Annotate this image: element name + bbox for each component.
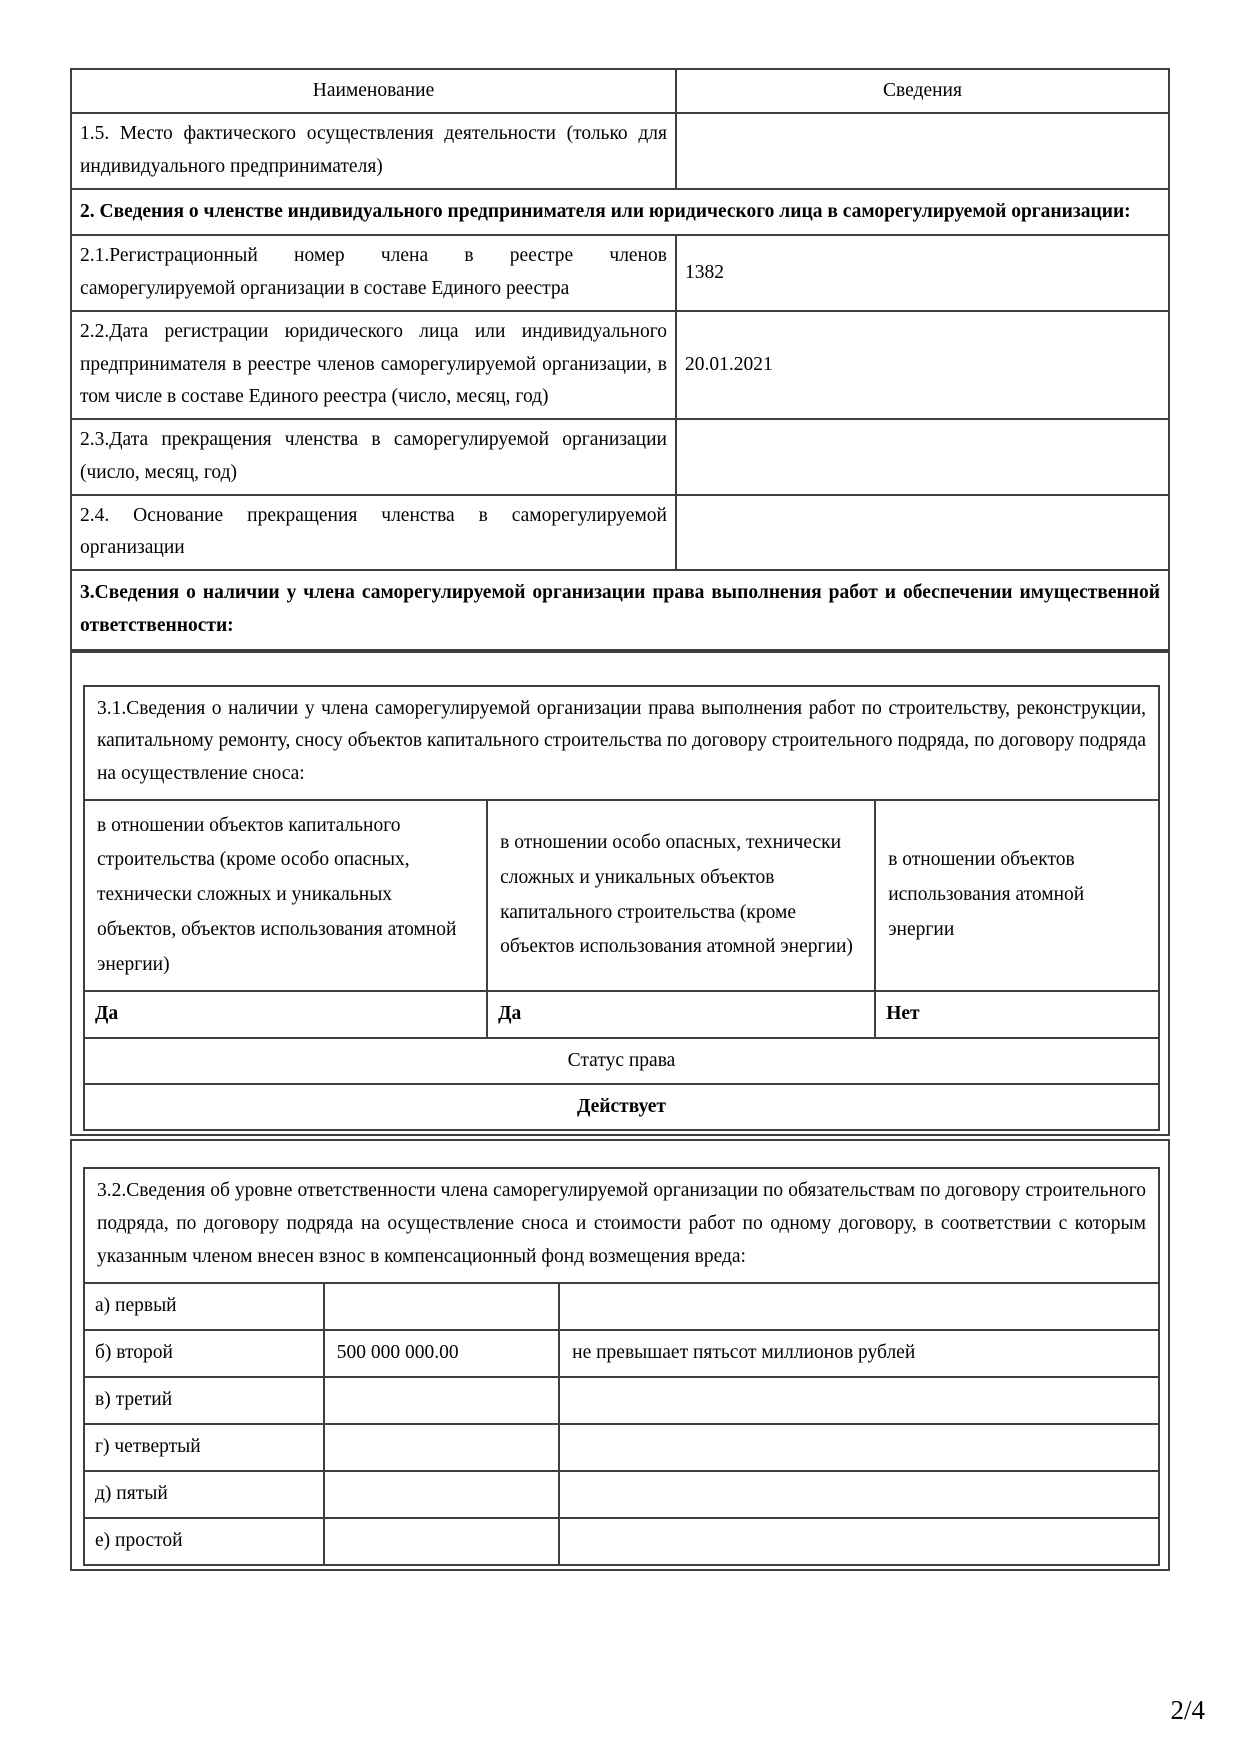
status-value: Действует [84, 1084, 1159, 1130]
answer-nuclear-objects: Нет [875, 991, 1159, 1038]
table-row-2-1 [71, 235, 1169, 311]
level-name-cell: в) третий [84, 1377, 324, 1424]
level-name-cell: а) первый [84, 1283, 324, 1330]
section-3-title: 3.Сведения о наличии у члена саморегулируемой организации права выполнения работ и обеспечении имущественной ответственности: [71, 570, 1169, 650]
section-3-1-intro: 3.1.Сведения о наличии у члена саморегулируемой организации права выполнения работ по строительству, реконструкции, капитальному ремонту, сносу объектов капитального строительства по договору строительного подряда, по договору подряда на осуществление сноса: [84, 686, 1159, 800]
scope-answers-row [84, 991, 1159, 1038]
level-amount-cell [324, 1471, 559, 1518]
page-number: 2/4 [1170, 1695, 1205, 1725]
section-2-title: 2. Сведения о членстве индивидуального предпринимателя или юридического лица в саморегулируемой организации: [71, 189, 1169, 236]
responsibility-level-row [84, 1377, 1159, 1424]
level-description-cell [559, 1283, 1159, 1330]
table-row-1-5 [71, 113, 1169, 189]
table-row-2-4 [71, 495, 1169, 571]
section-3-header-row [71, 570, 1169, 650]
status-label-row [84, 1038, 1159, 1084]
level-name-cell: е) простой [84, 1518, 324, 1565]
responsibility-level-row [84, 1330, 1159, 1377]
registry-main-table [70, 68, 1170, 651]
section-3-1-table [83, 685, 1160, 1132]
scope-column-hazardous-objects: в отношении особо опасных, технически сложных и уникальных объектов капитального строительства (кроме объектов использования атомной энергии) [487, 800, 875, 992]
level-amount-cell: 500 000 000.00 [324, 1330, 559, 1377]
level-amount-cell [324, 1377, 559, 1424]
level-amount-cell [324, 1283, 559, 1330]
level-name-cell: д) пятый [84, 1471, 324, 1518]
table-row-2-3 [71, 419, 1169, 495]
responsibility-level-row [84, 1283, 1159, 1330]
level-amount-cell [324, 1518, 559, 1565]
level-description-cell [559, 1518, 1159, 1565]
level-description-cell [559, 1471, 1159, 1518]
question-cell: 2.1.Регистрационный номер члена в реестре членов саморегулируемой организации в составе Единого реестра [71, 235, 676, 311]
level-description-cell [559, 1377, 1159, 1424]
status-value-row [84, 1084, 1159, 1130]
section-3-1-intro-row [84, 686, 1159, 800]
value-cell [676, 419, 1169, 495]
question-cell: 1.5. Место фактического осуществления деятельности (только для индивидуального предпринимателя) [71, 113, 676, 189]
section-3-1-container [70, 651, 1170, 1137]
section-3-2-intro: 3.2.Сведения об уровне ответственности члена саморегулируемой организации по обязательствам по договору строительного подряда, по договору подряда на осуществление сноса и стоимости работ по одному договору, в соответствии с которым указанным членом внесен взнос в компенсационный фонд возмещения вреда: [84, 1168, 1159, 1282]
level-amount-cell [324, 1424, 559, 1471]
scope-header-row [84, 800, 1159, 992]
answer-hazardous-objects: Да [487, 991, 875, 1038]
scope-column-capital-construction: в отношении объектов капитального строительства (кроме особо опасных, технически сложных и уникальных объектов, объектов использования атомной энергии) [84, 800, 487, 992]
table-header-row [71, 69, 1169, 113]
status-label: Статус права [84, 1038, 1159, 1084]
document-content [70, 68, 1170, 1571]
responsibility-level-row [84, 1424, 1159, 1471]
answer-capital-construction: Да [84, 991, 487, 1038]
responsibility-level-row [84, 1518, 1159, 1565]
section-2-header-row [71, 189, 1169, 236]
question-cell: 2.2.Дата регистрации юридического лица или индивидуального предпринимателя в реестре членов саморегулируемой организации, в том числе в составе Единого реестра (число, месяц, год) [71, 311, 676, 419]
section-3-2-container [70, 1139, 1170, 1570]
level-description-cell [559, 1424, 1159, 1471]
value-cell [676, 113, 1169, 189]
level-description-cell: не превышает пятьсот миллионов рублей [559, 1330, 1159, 1377]
table-row-2-2 [71, 311, 1169, 419]
responsibility-level-row [84, 1471, 1159, 1518]
column-header-details: Сведения [676, 69, 1169, 113]
question-cell: 2.3.Дата прекращения членства в саморегулируемой организации (число, месяц, год) [71, 419, 676, 495]
section-3-2-intro-row [84, 1168, 1159, 1282]
column-header-name: Наименование [71, 69, 676, 113]
value-cell: 1382 [676, 235, 1169, 311]
value-cell: 20.01.2021 [676, 311, 1169, 419]
value-cell [676, 495, 1169, 571]
scope-column-nuclear-objects: в отношении объектов использования атомной энергии [875, 800, 1159, 992]
level-name-cell: г) четвертый [84, 1424, 324, 1471]
question-cell: 2.4. Основание прекращения членства в саморегулируемой организации [71, 495, 676, 571]
section-3-2-table [83, 1167, 1160, 1565]
level-name-cell: б) второй [84, 1330, 324, 1377]
